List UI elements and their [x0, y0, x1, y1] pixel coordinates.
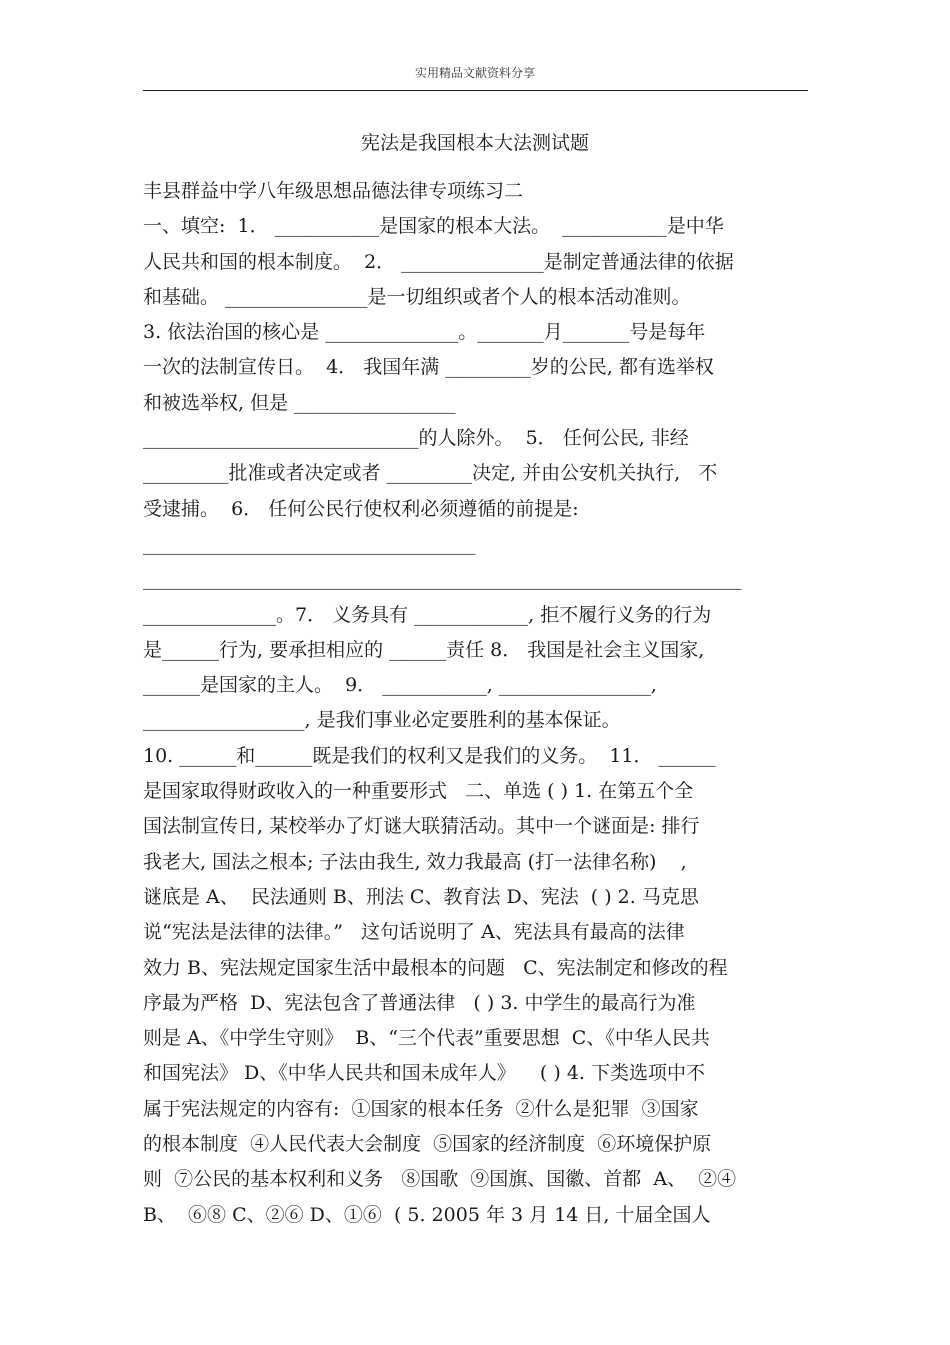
text-line: ___________________________________	[143, 532, 476, 555]
text-line: 一、填空: 1． ___________是国家的根本大法。 ___________是中华	[143, 215, 724, 238]
text-line: 和基础。 _______________是一切组织或者个人的根本活动准则。	[143, 285, 691, 308]
text-line: _______________________________________________________________	[143, 568, 742, 591]
text-line: 和国宪法》 D、《中华人民共和国未成年人》 ( ) 4. 下类选项中不	[143, 1062, 706, 1085]
text-line: 丰县群益中学八年级思想品德法律专项练习二	[143, 180, 524, 202]
text-line: 则是 A、《中学生守则》 B、“三个代表”重要思想 C、《中华人民共	[143, 1027, 710, 1050]
document-title: 宪法是我国根本大法测试题	[360, 132, 589, 154]
text-line: 的根本制度 ④人民代表大会制度 ⑤国家的经济制度 ⑥环境保护原	[143, 1133, 712, 1156]
text-line: 3. 依法治国的核心是 ______________。_______月_______号是每年	[143, 321, 706, 344]
header-divider	[143, 90, 808, 91]
text-line: _________________, 是我们事业必定要胜利的基本保证。	[143, 709, 621, 732]
text-line: 效力 B、宪法规定国家生活中最根本的问题 C、宪法制定和修改的程	[143, 956, 728, 979]
text-line: ______________。7． 义务具有 ____________, 拒不履行义务的行为	[143, 603, 712, 626]
text-line: 一次的法制宣传日。 4． 我国年满 _________岁的公民, 都有选举权	[143, 356, 714, 379]
text-line: B、 ⑥⑧ C、②⑥ D、①⑥ ( 5. 2005 年 3 月 14 日, 十届全国人	[143, 1203, 711, 1226]
text-line: 人民共和国的根本制度。 2． _______________是制定普通法律的依据	[143, 250, 734, 273]
text-line: 说“宪法是法律的法律。” 这句话说明了 A、宪法具有最高的法律	[143, 921, 685, 944]
text-line: 10. ______和______既是我们的权利又是我们的义务。 11． ______	[143, 744, 716, 767]
text-line: 我老大, 国法之根本; 子法由我生, 效力我最高 (打一法律名称) ,	[143, 850, 687, 873]
text-line: 则 ⑦公民的基本权利和义务 ⑧国歌 ⑨国旗、国徽、首都 A、 ②④	[143, 1168, 737, 1191]
text-line: 序最为严格 D、宪法包含了普通法律 ( ) 3. 中学生的最高行为准	[143, 991, 696, 1014]
text-line: ______是国家的主人。 9． ___________, ________________,	[143, 674, 657, 697]
text-line: 谜底是 A、 民法通则 B、刑法 C、教育法 D、宪法 ( ) 2. 马克思	[143, 885, 699, 908]
text-line: 属于宪法规定的内容有: ①国家的根本任务 ②什么是犯罪 ③国家	[143, 1097, 699, 1120]
text-line: 和被选举权, 但是 _________________	[143, 391, 456, 414]
text-line: 受逮捕。 6． 任何公民行使权利必须遵循的前提是:	[143, 497, 579, 520]
text-line: _____________________________的人除外。 5． 任何公民, 非经	[143, 427, 689, 450]
text-line: 国法制宣传日, 某校举办了灯谜大联猜活动。其中一个谜面是: 排行	[143, 815, 700, 838]
text-line: 是______行为, 要承担相应的 ______责任 8． 我国是社会主义国家,	[143, 638, 705, 661]
text-line: _________批准或者决定或者 _________决定, 并由公安机关执行, 不	[143, 462, 718, 485]
text-line: 是国家取得财政收入的一种重要形式 二、单选 ( ) 1. 在第五个全	[143, 780, 694, 803]
page-header: 实用精品文献资料分享	[414, 66, 535, 80]
document-body	[143, 174, 813, 1233]
